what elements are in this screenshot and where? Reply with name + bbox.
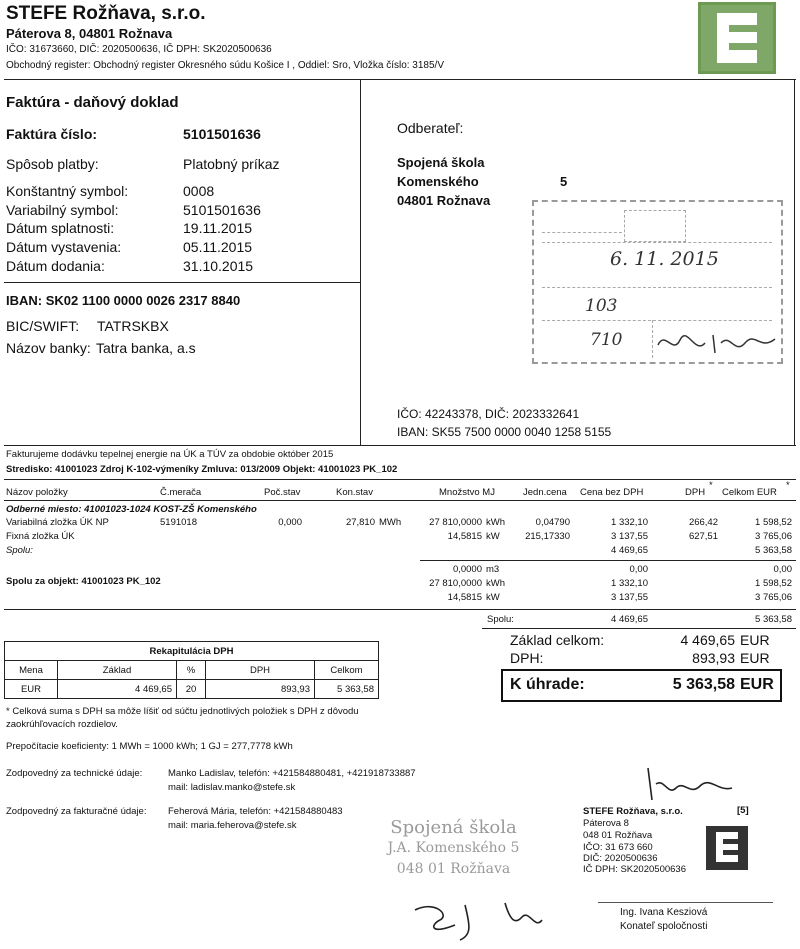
row1-meter: 5191018 [160, 517, 197, 528]
stamp-signature [655, 325, 780, 360]
tech-contact-line2: mail: ladislav.manko@stefe.sk [168, 782, 296, 793]
row1-start: 0,000 [278, 517, 302, 528]
var-label: Variabilný symbol: [6, 202, 119, 218]
row2-mj: kW [486, 531, 500, 542]
row2-net: 3 137,55 [611, 531, 648, 542]
consumption-place: Odberné miesto: 41001023-1024 KOST-ZŠ Komenského [6, 504, 257, 515]
col-total-star: * [786, 480, 790, 491]
object-row2-total: 1 598,52 [755, 578, 792, 589]
base-total-label: Základ celkom: [510, 632, 605, 648]
recap-currency: EUR [5, 680, 58, 699]
recap-header-total: Celkom [315, 661, 379, 680]
description: Fakturujeme dodávku tepelnej energie na ÚK a TÚV za obdobie október 2015 [6, 449, 334, 460]
billing-contact-line2: mail: maria.feherova@stefe.sk [168, 820, 297, 831]
object-row1-qty: 0,0000 [452, 564, 482, 575]
tech-contact-label: Zodpovedný za technické údaje: [6, 768, 143, 779]
amount-due-label: K úhrade: [510, 676, 585, 693]
supplier-signature [620, 760, 740, 810]
col-total: Celkom EUR [722, 487, 777, 498]
grand-net: 4 469,65 [611, 614, 648, 625]
school-stamp-line3: 048 01 Rožňava [396, 861, 511, 877]
object-row3-total: 3 765,06 [755, 592, 792, 603]
signature-line [598, 902, 773, 903]
subtotal-net: 4 469,65 [611, 545, 648, 556]
subtotal-total: 5 363,58 [755, 545, 792, 556]
stamp-street: Páterova 8 [583, 818, 629, 829]
stamp-field [624, 210, 686, 242]
table-top-divider [4, 479, 796, 480]
grand-label: Spolu: [487, 614, 514, 625]
school-stamp-line2: J.A. Komenského 5 [387, 840, 520, 856]
stamp-ico: IČO: 31 673 660 [583, 842, 653, 853]
tech-contact-line1: Manko Ladislav, telefón: +421584880481, +421918733887 [168, 768, 416, 779]
vat-total-value: 893,93 [692, 650, 735, 666]
customer-label: Odberateľ: [397, 120, 464, 136]
supplier-register: Obchodný register: Obchodný register Okresného súdu Košice I , Oddiel: Sro, Vložka číslo: 3185/V [6, 60, 445, 71]
const-label: Konštantný symbol: [6, 183, 129, 199]
stamp-field [542, 212, 622, 233]
payment-label: Spôsob platby: [6, 156, 99, 172]
header-divider [4, 79, 796, 80]
billing-contact-line1: Feherová Mária, telefón: +421584880483 [168, 806, 343, 817]
customer-street-no: 5 [560, 174, 568, 189]
due-value: 19.11.2015 [183, 220, 253, 236]
supplier-street: Páterova 8, 04801 Rožnava [6, 26, 173, 41]
row1-qty: 27 810,0000 [429, 517, 482, 528]
object-row1-total: 0,00 [773, 564, 792, 575]
recap-rate: 20 [177, 680, 206, 699]
stamp-handwritten-number-2: 710 [590, 330, 623, 350]
row1-net: 1 332,10 [611, 517, 648, 528]
swift-label: BIC/SWIFT: [6, 318, 80, 334]
payment-value: Platobný príkaz [183, 156, 280, 172]
object-row1-net: 0,00 [629, 564, 648, 575]
subtotal-divider [420, 560, 796, 561]
supplier-name: STEFE Rožňava, s.r.o. [6, 3, 206, 24]
amount-due-value: 5 363,58 [672, 676, 735, 693]
grand-divider [482, 628, 796, 629]
stamp-handwritten-date: 6. 11. 2015 [610, 248, 719, 270]
col-end: Kon.stav [336, 487, 373, 498]
stamp-dic: DIČ: 2020500636 [583, 853, 658, 864]
customer-city: 04801 Rožnava [397, 193, 491, 208]
object-row1-mj: m3 [486, 564, 500, 575]
row1-end: 27,810 [345, 517, 375, 528]
recap-header-vat: DPH [206, 661, 315, 680]
row1-end-unit: MWh [379, 517, 402, 528]
billing-contact-label: Zodpovedný za fakturačné údaje: [6, 806, 147, 817]
col-net: Cena bez DPH [580, 487, 644, 498]
object-sum-label: Spolu za objekt: 41001023 PK_102 [6, 576, 161, 587]
header-vertical-divider [360, 79, 361, 446]
grand-total: 5 363,58 [755, 614, 792, 625]
customer-name: Spojená škola [397, 155, 485, 170]
issue-label: Dátum vystavenia: [6, 239, 122, 255]
supplier-ids: IČO: 31673660, DIČ: 2020500636, IČ DPH: SK2020500636 [6, 44, 272, 55]
recap-title: Rekapitulácia DPH [5, 642, 379, 661]
row2-vat: 627,51 [688, 531, 718, 542]
recap-header-rate: % [177, 661, 206, 680]
object-row2-mj: kWh [486, 578, 505, 589]
signer-name: Ing. Ivana Kesziová [620, 907, 708, 918]
stamp-line [542, 242, 772, 243]
delivery-value: 31.10.2015 [183, 258, 254, 274]
school-stamp [366, 817, 541, 880]
col-vat-star: * [709, 480, 713, 491]
col-qty: Množstvo MJ [439, 487, 495, 498]
const-value: 0008 [183, 183, 215, 199]
center-line: Stredisko: 41001023 Zdroj K-102-výmeníky Zmluva: 013/2009 Objekt: 41001023 PK_102 [6, 464, 398, 475]
company-logo [698, 2, 776, 74]
row2-total: 3 765,06 [755, 531, 792, 542]
bank-divider [4, 282, 360, 283]
delivery-label: Dátum dodania: [6, 258, 105, 274]
customer-signature [410, 895, 560, 945]
stamp-icdph: IČ DPH: SK2020500636 [583, 864, 686, 875]
row2-qty: 14,5815 [447, 531, 482, 542]
stamp-line [542, 287, 772, 288]
issue-value: 05.11.2015 [183, 239, 253, 255]
conversion-coefficients: Prepočítacie koeficienty: 1 MWh = 1000 kWh; 1 GJ = 277,7778 kWh [6, 741, 293, 752]
header-row-divider [4, 500, 796, 501]
row1-unit-price: 0,04790 [535, 517, 570, 528]
recap-header-base: Základ [58, 661, 177, 680]
school-stamp-line1: Spojená škola [390, 817, 517, 838]
amount-due-currency: EUR [740, 676, 774, 693]
object-sum-divider [4, 609, 796, 610]
row2-unit-price: 215,17330 [525, 531, 570, 542]
stamp-company: STEFE Rožňava, s.r.o. [583, 806, 683, 817]
invoice-title: Faktúra - daňový doklad [6, 94, 179, 111]
row1-total: 1 598,52 [755, 517, 792, 528]
stamp-line [542, 320, 772, 321]
object-row2-net: 1 332,10 [611, 578, 648, 589]
swift-value: TATRSKBX [97, 318, 169, 334]
base-total-currency: EUR [740, 632, 770, 648]
recap-header-currency: Mena [5, 661, 58, 680]
var-value: 5101501636 [183, 202, 261, 218]
invoice-number-label: Faktúra číslo: [6, 126, 98, 142]
supplier-iban: IBAN: SK02 1100 0000 0026 2317 8840 [6, 293, 241, 308]
row1-item: Variabilná zložka ÚK NP [6, 517, 109, 528]
customer-ids: IČO: 42243378, DIČ: 2023332641 [397, 407, 580, 421]
recap-base: 4 469,65 [58, 680, 177, 699]
object-row3-qty: 14,5815 [447, 592, 482, 603]
col-vat: DPH [685, 487, 706, 498]
stamp-city: 048 01 Rožňava [583, 830, 653, 841]
recap-vat: 893,93 [206, 680, 315, 699]
due-label: Dátum splatnosti: [6, 220, 115, 236]
customer-iban: IBAN: SK55 7500 0000 0040 1258 5155 [397, 425, 612, 439]
object-row3-mj: kW [486, 592, 500, 603]
bank-label: Názov banky: [6, 340, 91, 356]
col-unit-price: Jedn.cena [523, 487, 567, 498]
stamp-handwritten-number: 103 [585, 296, 618, 316]
right-border [794, 79, 795, 446]
row1-vat: 266,42 [688, 517, 718, 528]
rounding-note: * Celková suma s DPH sa môže líšiť od súčtu jednotlivých položiek s DPH z dôvodu zaokrúhľovacích rozdielov. [6, 706, 359, 730]
object-row3-net: 3 137,55 [611, 592, 648, 603]
stamp-number: [5] [737, 805, 749, 816]
bank-value: Tatra banka, a.s [96, 340, 196, 356]
subtotal-label: Spolu: [6, 545, 33, 556]
vat-recap-table [4, 641, 379, 699]
base-total-value: 4 469,65 [680, 632, 735, 648]
recap-total: 5 363,58 [315, 680, 379, 699]
vat-total-currency: EUR [740, 650, 770, 666]
customer-street: Komenského [397, 174, 479, 189]
object-row2-qty: 27 810,0000 [429, 578, 482, 589]
invoice-number: 5101501636 [183, 126, 261, 142]
stamp-logo [706, 826, 748, 870]
stamp-line [652, 320, 653, 358]
col-meter: Č.merača [160, 487, 202, 498]
col-item: Názov položky [6, 487, 68, 498]
col-start: Poč.stav [264, 487, 301, 498]
row2-item: Fixná zložka ÚK [6, 531, 75, 542]
info-bottom-divider [4, 445, 796, 446]
signer-role: Konateľ spoločnosti [620, 921, 708, 932]
vat-total-label: DPH: [510, 650, 544, 666]
row1-mj: kWh [486, 517, 505, 528]
